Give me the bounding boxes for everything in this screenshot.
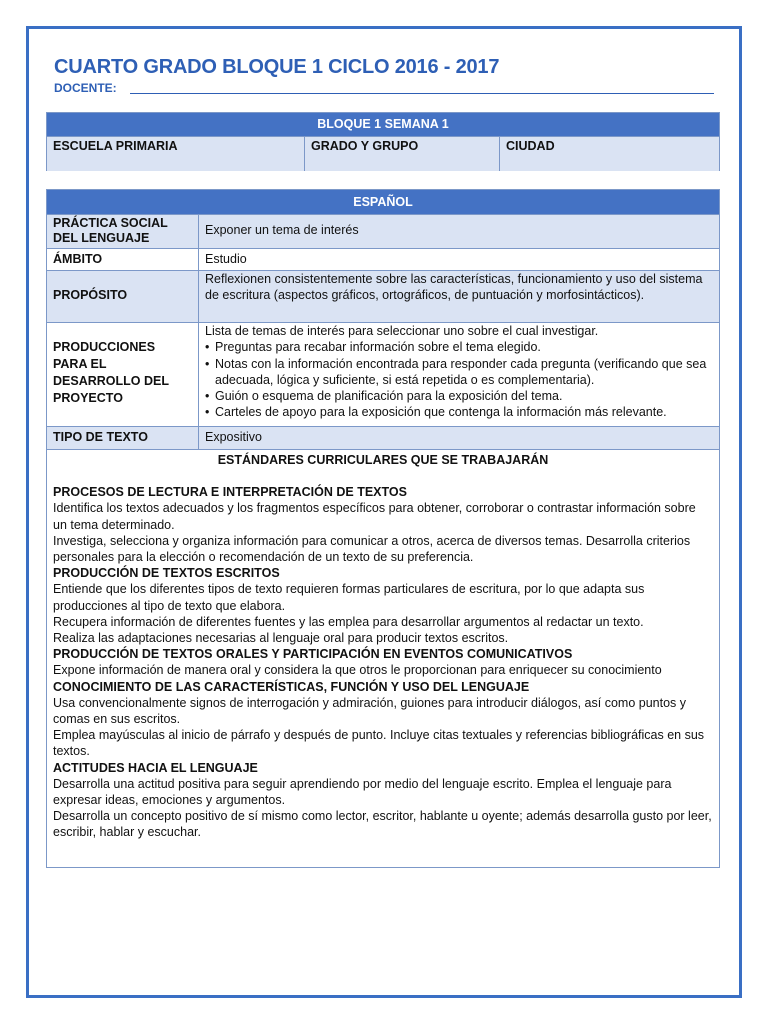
producciones-item: • Notas con la información encontrada para responder cada pregunta (verificando que sea adecuada, lógica y suficiente, si está repetida o es complementaria).	[205, 356, 713, 389]
standards-title: ESTÁNDARES CURRICULARES QUE SE TRABAJARÁN	[217, 453, 549, 467]
producciones-item: • Guión o esquema de planificación para la exposición del tema.	[205, 388, 713, 404]
ambito-value: Estudio	[198, 249, 719, 270]
standards-paragraph: Entiende que los diferentes tipos de texto requieren formas particulares de escritura, por lo que adapta sus producciones al tipo de texto que elabora.	[53, 582, 645, 613]
proposito-value: Reflexionen consistentemente sobre las características, funcionamiento y uso del sistema de escritura (aspectos gráficos, ortográficos, de puntuación y morfosintácticos).	[198, 271, 719, 322]
espanol-table	[46, 189, 720, 868]
info-table-title: BLOQUE 1 SEMANA 1	[47, 113, 719, 136]
practica-value: Exponer un tema de interés	[198, 215, 719, 248]
ciudad-cell: CIUDAD	[499, 137, 719, 171]
standards-paragraph: Usa convencionalmente signos de interrogación y admiración, guiones para introducir diálogos, así como puntos y comas en sus escritos.	[53, 695, 686, 727]
producciones-value	[198, 323, 719, 426]
standards-heading: PROCESOS DE LECTURA E INTERPRETACIÓN DE TEXTOS	[53, 485, 407, 500]
standards-paragraph: Expone información de manera oral y considera la que otros le proporcionan para enriquecer su conocimiento	[53, 663, 662, 678]
espanol-title: ESPAÑOL	[47, 190, 719, 214]
standards-section	[47, 450, 719, 870]
info-table	[46, 112, 720, 171]
standards-paragraph: Emplea mayúsculas al inicio de párrafo y después de punto. Incluye citas textuales y referencias bibliográficas en sus textos.	[53, 728, 705, 759]
standards-heading: ACTITUDES HACIA EL LENGUAJE	[53, 760, 258, 775]
standards-paragraph: Realiza las adaptaciones necesarias al lenguaje oral para producir textos escritos.	[53, 631, 509, 646]
producciones-list	[205, 339, 713, 420]
standards-heading: CONOCIMIENTO DE LAS CARACTERÍSTICAS, FUNCIÓN Y USO DEL LENGUAJE	[53, 679, 530, 694]
standards-paragraph: Desarrolla un concepto positivo de sí mismo como lector, escritor, hablante u oyente; además desarrolla gusto por leer, escribir, hablar y escuchar.	[53, 809, 712, 840]
ambito-label: ÁMBITO	[47, 249, 198, 270]
standards-paragraph: Desarrolla una actitud positiva para seguir aprendiendo por medio del lenguaje escrito. Emplea el lenguaje para expresar ideas, emociones y argumentos.	[53, 776, 672, 808]
standards-heading: PRODUCCIÓN DE TEXTOS ESCRITOS	[53, 566, 280, 581]
proposito-label: PROPÓSITO	[47, 271, 198, 322]
docente-line[interactable]	[130, 93, 714, 94]
practica-label: PRÁCTICA SOCIAL DEL LENGUAJE	[47, 215, 198, 248]
standards-paragraph: Recupera información de diferentes fuentes y las emplea para desarrollar argumentos al redactar un texto.	[53, 614, 644, 629]
tipo-texto-value: Expositivo	[198, 427, 719, 449]
producciones-intro: Lista de temas de interés para seleccionar uno sobre el cual investigar.	[205, 324, 599, 338]
standards-paragraph: Investiga, selecciona y organiza información para comunicar a otros, acerca de diversos temas. Desarrolla criterios personales para la elección o recomendación de un texto de su preferencia.	[53, 533, 691, 565]
page-title: CUARTO GRADO BLOQUE 1 CICLO 2016 - 2017	[54, 56, 500, 78]
producciones-label: PRODUCCIONES PARA EL DESARROLLO DEL PROYECTO	[47, 323, 198, 426]
tipo-texto-label: TIPO DE TEXTO	[47, 427, 198, 449]
standards-paragraph: Identifica los textos adecuados y los fragmentos específicos para obtener, corroborar o contrastar información sobre un tema determinado.	[53, 501, 696, 532]
escuela-primaria-cell: ESCUELA PRIMARIA	[47, 137, 304, 171]
producciones-item: • Carteles de apoyo para la exposición que contenga la información más relevante.	[205, 404, 713, 420]
standards-heading: PRODUCCIÓN DE TEXTOS ORALES Y PARTICIPACIÓN EN EVENTOS COMUNICATIVOS	[53, 647, 573, 662]
docente-label: DOCENTE:	[54, 81, 117, 95]
grado-grupo-cell: GRADO Y GRUPO	[304, 137, 499, 171]
producciones-item: • Preguntas para recabar información sobre el tema elegido.	[205, 339, 713, 355]
